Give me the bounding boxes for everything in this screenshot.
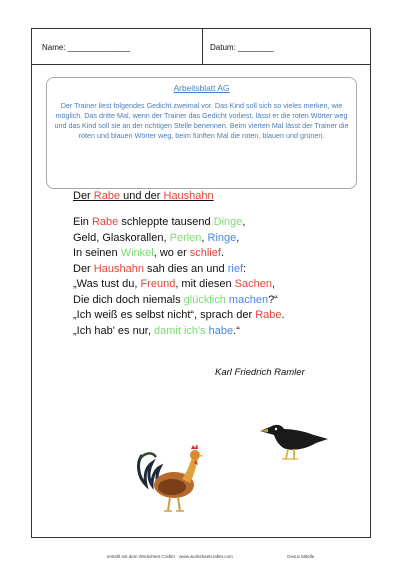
date-field: Datum: ________ xyxy=(210,43,274,52)
instruction-title: Arbeitsblatt AG xyxy=(173,83,230,93)
poem-author: Karl Friedrich Ramler xyxy=(215,367,305,378)
name-field: Name: ______________ xyxy=(42,43,131,52)
poem-line-1: Ein Rabe schleppte tausend Dinge, xyxy=(73,216,246,228)
footer-author: Gesuz Mitelle xyxy=(287,554,315,559)
rooster-illustration xyxy=(134,441,212,517)
instruction-text: Der Trainer liest folgendes Gedicht zweimal vor. Das Kind soll sich so vieles merken, wie möglich. Das dritte Mal, wenn der Trainer das Gedicht vorliest, lässt er die roten Wörter weg und das Kind soll sie an der richtigen Stelle benennen. Beim vierten Mal lässt der Trainer die roten und blauen Wörter weg, beim fünften Mal die roten, blauen und grünen. xyxy=(54,101,349,140)
poem-line-4: Der Haushahn sah dies an und rief: xyxy=(73,262,247,275)
poem-line-6: Die dich doch niemals glücklich machen?“ xyxy=(73,293,278,306)
poem-line-5: „Was tust du, Freund, mit diesen Sachen, xyxy=(73,278,275,290)
poem-line-3: In seinen Winkel, wo er schlief. xyxy=(73,247,225,259)
poem-line-2: Geld, Glaskorallen, Perlen, Ringe, xyxy=(73,231,240,244)
footer-credit: erstellt mit dem Worksheet Crafter · www.worksheetcrafter.com xyxy=(107,554,233,559)
instruction-box xyxy=(46,77,357,189)
header-divider xyxy=(202,29,203,65)
poem-title: Der Rabe und der Haushahn xyxy=(73,190,214,202)
raven-illustration xyxy=(258,417,330,463)
header-row xyxy=(32,29,370,65)
poem xyxy=(73,190,343,339)
poem-line-7: „Ich weiß es selbst nicht“, sprach der Rabe. xyxy=(73,309,285,321)
poem-line-8: „Ich hab' es nur, damit ich's habe.“ xyxy=(73,324,240,337)
